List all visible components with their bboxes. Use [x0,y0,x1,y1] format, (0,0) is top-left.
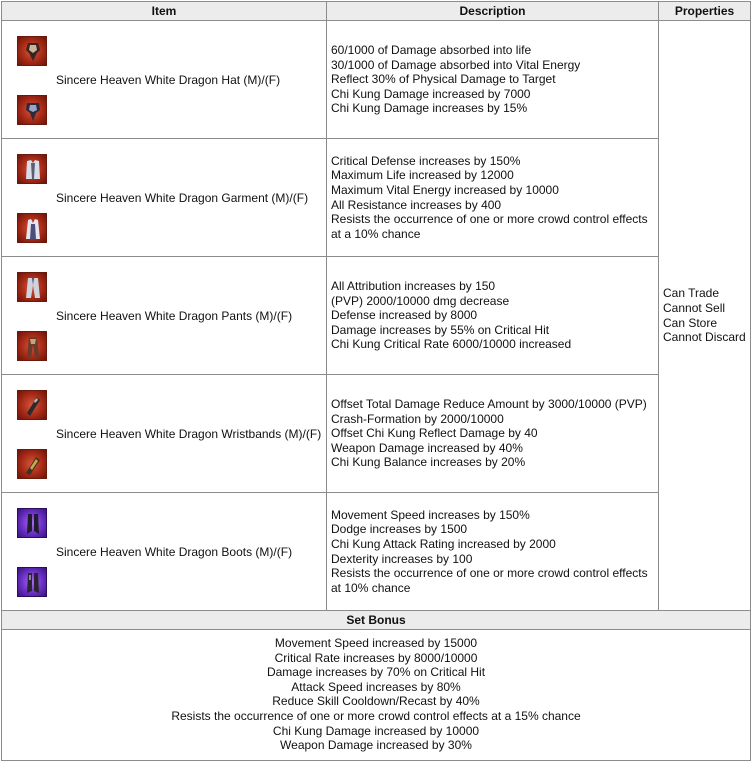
item-name: Sincere Heaven White Dragon Boots (M)/(F) [56,544,293,559]
table-row [2,21,751,139]
description-line: Chi Kung Balance increases by 20% [331,455,526,470]
description-line: 60/1000 of Damage absorbed into life [331,43,532,58]
set-bonus-line: Movement Speed increased by 15000 [274,636,478,650]
set-bonus-line: Reduce Skill Cooldown/Recast by 40% [272,694,480,709]
hat-male-icon [17,36,47,66]
description-line: Maximum Vital Energy increased by 10000 [331,182,559,197]
description-line: (PVP) 2000/10000 dmg decrease [331,293,510,308]
set-bonus-line: Critical Rate increases by 8000/10000 [274,650,478,665]
set-bonus-line: Resists the occurrence of one or more crowd control effects at a 15% chance [171,708,581,723]
table-row [2,139,751,257]
item-cell [2,375,327,493]
description-line: Movement Speed increases by 150% [331,507,530,522]
pants-female-icon [17,331,47,361]
description-line: Chi Kung Damage increased by 7000 [331,86,531,101]
description-line: at 10% chance [331,580,411,595]
item-name: Sincere Heaven White Dragon Wristbands (M)/(F) [56,426,322,441]
set-bonus-body [2,630,751,761]
description-line: Damage increases by 55% on Critical Hit [331,322,550,337]
set-bonus-line: Attack Speed increases by 80% [291,679,461,694]
item-name: Sincere Heaven White Dragon Hat (M)/(F) [56,72,281,87]
header-description: Description [327,2,659,21]
description-line: Resists the occurrence of one or more crowd control effects [331,212,648,227]
set-bonus-header: Set Bonus [2,611,751,630]
item-cell [2,21,327,139]
set-bonus-line: Weapon Damage increased by 30% [280,738,472,753]
table-row [2,257,751,375]
description-line: All Attribution increases by 150 [331,279,496,294]
description-line: Defense increased by 8000 [331,308,478,323]
description-line: Critical Defense increases by 150% [331,153,521,168]
item-description [327,257,659,375]
boots-female-icon [17,567,47,597]
description-line: Chi Kung Critical Rate 6000/10000 increased [331,337,572,352]
item-name: Sincere Heaven White Dragon Pants (M)/(F) [56,308,293,323]
garment-female-icon [17,213,47,243]
description-line: All Resistance increases by 400 [331,197,502,212]
item-description [327,139,659,257]
description-line: Resists the occurrence of one or more crowd control effects [331,566,648,581]
item-cell [2,493,327,611]
property-line: Can Store [663,315,718,330]
property-line: Cannot Discard [663,330,746,345]
set-bonus-line: Chi Kung Damage increased by 10000 [272,723,480,738]
boots-male-icon [17,508,47,538]
item-cell [2,139,327,257]
description-line: Maximum Life increased by 12000 [331,168,514,183]
description-line: Offset Total Damage Reduce Amount by 3000/10000 (PVP) [331,397,647,412]
item-set-table [1,1,751,761]
item-cell [2,257,327,375]
item-description [327,375,659,493]
description-line: at a 10% chance [331,226,421,241]
wristband-female-icon [17,449,47,479]
property-line: Cannot Sell [663,300,726,315]
table-row [2,493,751,611]
table-row [2,375,751,493]
wristband-male-icon [17,390,47,420]
description-line: Reflect 30% of Physical Damage to Target [331,72,556,87]
description-line: Weapon Damage increased by 40% [331,440,523,455]
header-properties: Properties [659,2,751,21]
properties-cell [659,21,751,611]
description-line: Chi Kung Damage increases by 15% [331,101,528,116]
set-bonus-line: Damage increases by 70% on Critical Hit [266,665,486,680]
description-line: Offset Chi Kung Reflect Damage by 40 [331,426,538,441]
item-description [327,21,659,139]
description-line: Crash-Formation by 2000/10000 [331,411,504,426]
description-line: Dodge increases by 1500 [331,522,468,537]
item-description [327,493,659,611]
hat-female-icon [17,95,47,125]
garment-male-icon [17,154,47,184]
description-line: Chi Kung Attack Rating increased by 2000 [331,536,556,551]
pants-male-icon [17,272,47,302]
description-line: Dexterity increases by 100 [331,551,473,566]
item-name: Sincere Heaven White Dragon Garment (M)/(F) [56,190,309,205]
description-line: 30/1000 of Damage absorbed into Vital Energy [331,57,581,72]
header-item: Item [2,2,327,21]
property-line: Can Trade [663,286,720,301]
